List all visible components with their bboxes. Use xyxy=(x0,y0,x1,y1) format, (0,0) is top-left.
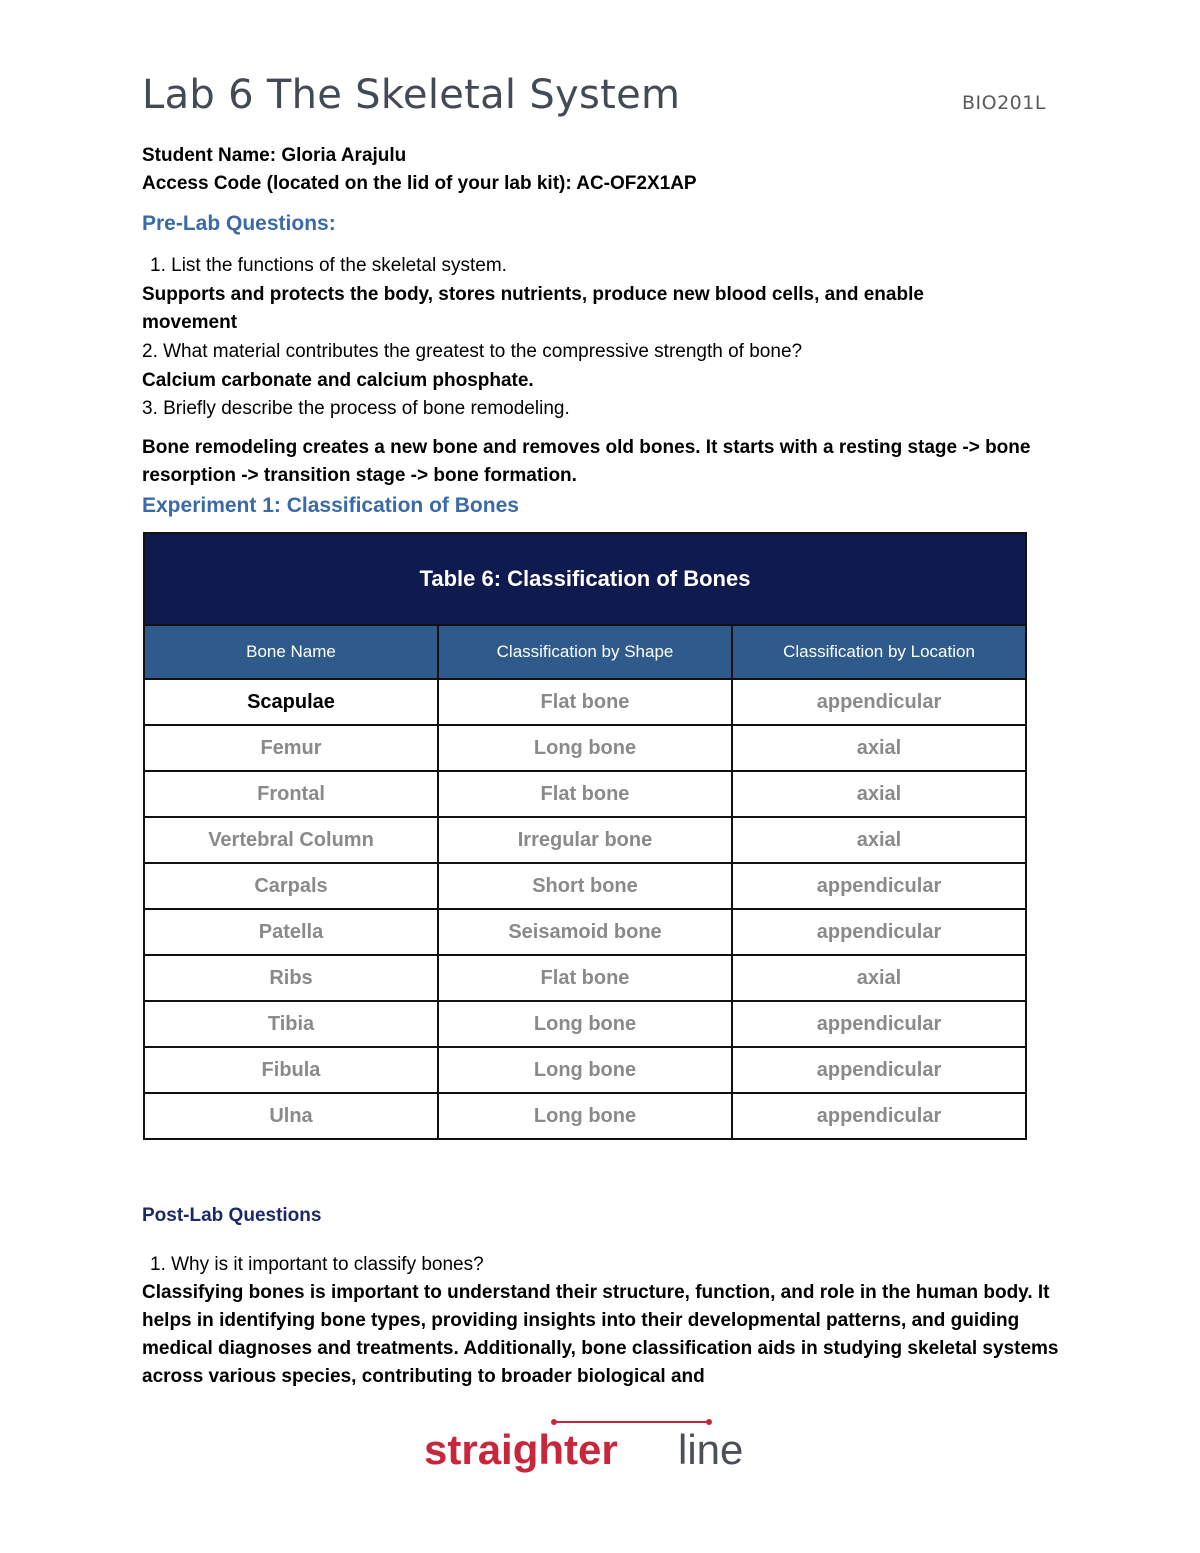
location-cell: appendicular xyxy=(732,679,1026,725)
table-row xyxy=(144,1047,1026,1093)
prelab-question-3: 3. Briefly describe the process of bone remodeling. xyxy=(142,398,570,419)
bone-name-cell: Tibia xyxy=(144,1001,438,1047)
straighterline-logo xyxy=(424,1418,784,1488)
location-cell: axial xyxy=(732,771,1026,817)
bone-name-cell: Ribs xyxy=(144,955,438,1001)
logo-dot-right xyxy=(706,1419,712,1425)
shape-cell: Long bone xyxy=(438,1093,732,1139)
table-row xyxy=(144,679,1026,725)
bone-name-cell: Frontal xyxy=(144,771,438,817)
column-header-location: Classification by Location xyxy=(732,625,1026,679)
prelab-answer-1: Supports and protects the body, stores nutrients, produce new blood cells, and enable movement xyxy=(142,284,924,333)
table-title: Table 6: Classification of Bones xyxy=(144,533,1026,625)
table-row xyxy=(144,1001,1026,1047)
logo-text-line: line xyxy=(678,1426,744,1473)
location-cell: appendicular xyxy=(732,1093,1026,1139)
shape-cell: Flat bone xyxy=(438,771,732,817)
column-header-bone-name: Bone Name xyxy=(144,625,438,679)
location-cell: appendicular xyxy=(732,1001,1026,1047)
bone-name-cell: Fibula xyxy=(144,1047,438,1093)
bone-name-cell: Carpals xyxy=(144,863,438,909)
postlab-question-1: 1. Why is it important to classify bones? xyxy=(150,1254,484,1275)
table-row xyxy=(144,725,1026,771)
page-title: Lab 6 The Skeletal System xyxy=(142,72,681,118)
logo-dot-left xyxy=(551,1419,557,1425)
location-cell: appendicular xyxy=(732,909,1026,955)
bone-name-cell: Scapulae xyxy=(144,679,438,725)
student-name: Student Name: Gloria Arajulu xyxy=(142,145,407,166)
shape-cell: Long bone xyxy=(438,725,732,771)
access-code: Access Code (located on the lid of your lab kit): AC-OF2X1AP xyxy=(142,173,697,194)
prelab-answer-3: Bone remodeling creates a new bone and removes old bones. It starts with a resting stage -> bone resorption -> transition stage -> bone formation. xyxy=(142,437,1031,486)
table-row xyxy=(144,909,1026,955)
column-header-shape: Classification by Shape xyxy=(438,625,732,679)
shape-cell: Flat bone xyxy=(438,679,732,725)
experiment1-heading: Experiment 1: Classification of Bones xyxy=(142,494,519,517)
table-row xyxy=(144,1093,1026,1139)
bone-name-cell: Ulna xyxy=(144,1093,438,1139)
shape-cell: Seisamoid bone xyxy=(438,909,732,955)
table-row xyxy=(144,863,1026,909)
location-cell: appendicular xyxy=(732,863,1026,909)
postlab-heading: Post-Lab Questions xyxy=(142,1205,322,1226)
shape-cell: Short bone xyxy=(438,863,732,909)
postlab-answer-1: Classifying bones is important to understand their structure, function, and role in the human body. It helps in identifying bone types, providing insights into their developmental patterns, and guiding medical diagnoses and treatments. Additionally, bone classification aids in studying skeletal systems across various species, contributing to broader biological and xyxy=(142,1282,1059,1387)
shape-cell: Flat bone xyxy=(438,955,732,1001)
logo-text-straighter: straighter xyxy=(424,1426,618,1473)
shape-cell: Irregular bone xyxy=(438,817,732,863)
table-row xyxy=(144,817,1026,863)
table-row xyxy=(144,771,1026,817)
prelab-answer-2: Calcium carbonate and calcium phosphate. xyxy=(142,370,534,391)
course-code: BIO201L xyxy=(962,92,1046,114)
bone-name-cell: Patella xyxy=(144,909,438,955)
prelab-heading: Pre-Lab Questions: xyxy=(142,212,336,235)
location-cell: axial xyxy=(732,955,1026,1001)
location-cell: appendicular xyxy=(732,1047,1026,1093)
prelab-question-2: 2. What material contributes the greatest to the compressive strength of bone? xyxy=(142,341,803,362)
shape-cell: Long bone xyxy=(438,1001,732,1047)
prelab-question-1: 1. List the functions of the skeletal system. xyxy=(150,255,507,276)
location-cell: axial xyxy=(732,725,1026,771)
classification-table xyxy=(143,532,1027,1140)
bone-name-cell: Vertebral Column xyxy=(144,817,438,863)
shape-cell: Long bone xyxy=(438,1047,732,1093)
location-cell: axial xyxy=(732,817,1026,863)
table-row xyxy=(144,955,1026,1001)
bone-name-cell: Femur xyxy=(144,725,438,771)
